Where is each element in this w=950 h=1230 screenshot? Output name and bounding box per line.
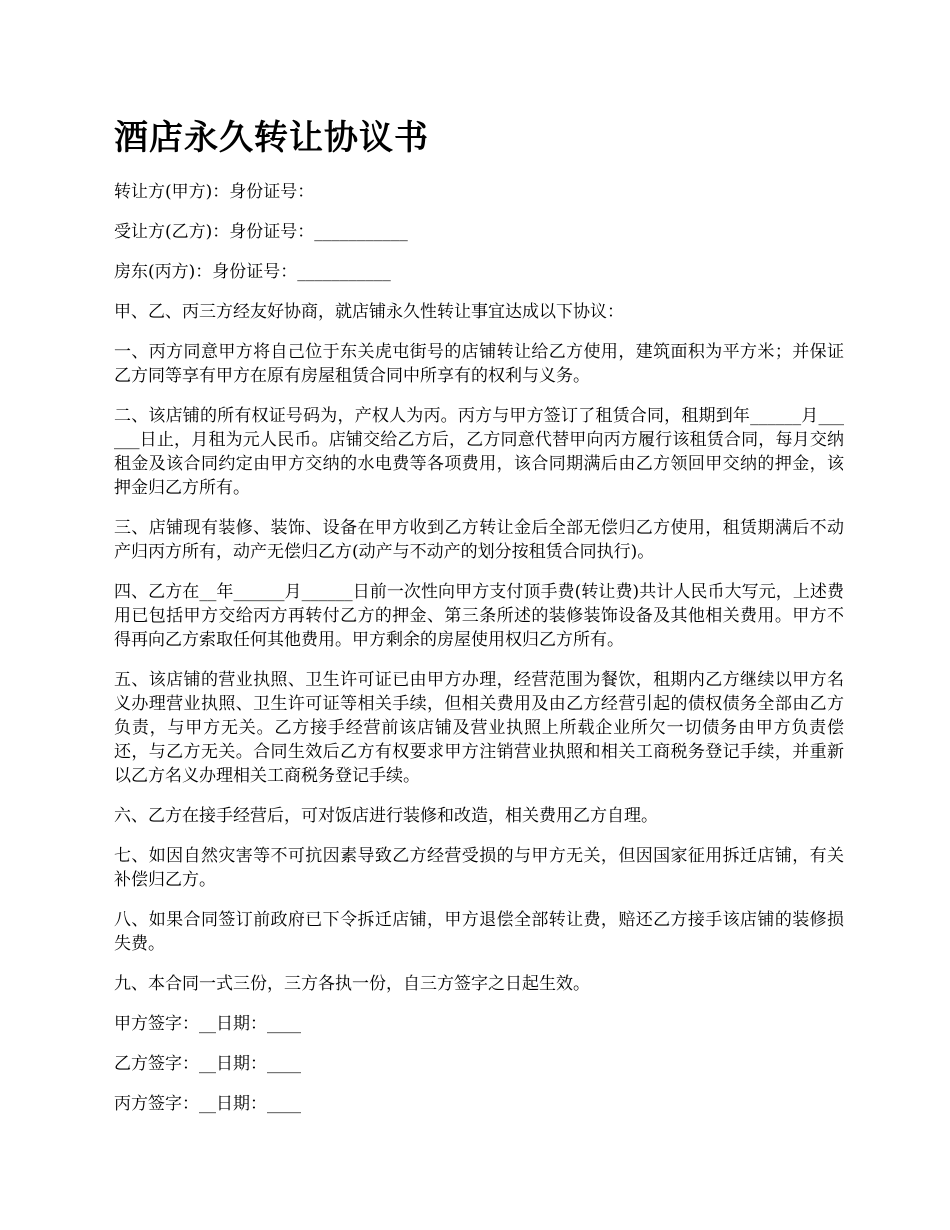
document-page: [114, 110, 844, 1132]
clause-1: 一、丙方同意甲方将自己位于东关虎屯街号的店铺转让给乙方使用，建筑面积为平方米；并保证乙方同等享有甲方在原有房屋租赁合同中所享有的权利与义务。: [114, 342, 844, 386]
document-title: 酒店永久转让协议书: [114, 118, 429, 158]
clause-3: 三、店铺现有装修、装饰、设备在甲方收到乙方转让金后全部无偿归乙方使用，租赁期满后不动产归丙方所有，动产无偿归乙方(动产与不动产的划分按租赁合同执行)。: [114, 518, 844, 562]
clause-5: 五、该店铺的营业执照、卫生许可证已由甲方办理，经营范围为餐饮，租期内乙方继续以甲方名义办理营业执照、卫生许可证等相关手续，但相关费用及由乙方经营引起的债权债务全部由乙方负责，与甲方无关。乙方接手经营前该店铺及营业执照上所载企业所欠一切债务由甲方负责偿还，与乙方无关。合同生效后乙方有权要求甲方注销营业执照和相关工商税务登记手续，并重新以乙方名义办理相关工商税务登记手续。: [114, 670, 844, 786]
clause-6: 六、乙方在接手经营后，可对饭店进行装修和改造，相关费用乙方自理。: [114, 806, 658, 826]
clause-9: 九、本合同一式三份，三方各执一份，自三方签字之日起生效。: [114, 974, 590, 994]
agreement-intro: 甲、乙、丙三方经友好协商，就店铺永久性转让事宜达成以下协议：: [114, 302, 624, 322]
signature-party-b: 乙方签字：__日期：____: [114, 1054, 301, 1074]
party-transferor: 转让方(甲方)：身份证号：: [114, 182, 315, 202]
clause-8: 八、如果合同签订前政府已下令拆迁店铺，甲方退偿全部转让费，赔还乙方接手该店铺的装修损失费。: [114, 910, 844, 954]
signature-party-c: 丙方签字：__日期：____: [114, 1094, 301, 1114]
signature-party-a: 甲方签字：__日期：____: [114, 1014, 301, 1034]
clause-4: 四、乙方在__年______月______日前一次性向甲方支付顶手费(转让费)共计人民币大写元，上述费用已包括甲方交给丙方再转付乙方的押金、第三条所述的装修装饰设备及其他相关费用。甲方不得再向乙方索取任何其他费用。甲方剩余的房屋使用权归乙方所有。: [114, 582, 844, 650]
clause-2: 二、该店铺的所有权证号码为，产权人为丙。丙方与甲方签订了租赁合同，租期到年______月______日止，月租为元人民币。店铺交给乙方后，乙方同意代替甲向丙方履行该租赁合同，每月交纳租金及该合同约定由甲方交纳的水电费等各项费用，该合同期满后由乙方领回甲交纳的押金，该押金归乙方所有。: [114, 406, 844, 498]
party-landlord: 房东(丙方)：身份证号：___________: [114, 262, 391, 282]
clause-7: 七、如因自然灾害等不可抗因素导致乙方经营受损的与甲方无关，但因国家征用拆迁店铺，有关补偿归乙方。: [114, 846, 844, 890]
party-transferee: 受让方(乙方)：身份证号：___________: [114, 222, 408, 242]
